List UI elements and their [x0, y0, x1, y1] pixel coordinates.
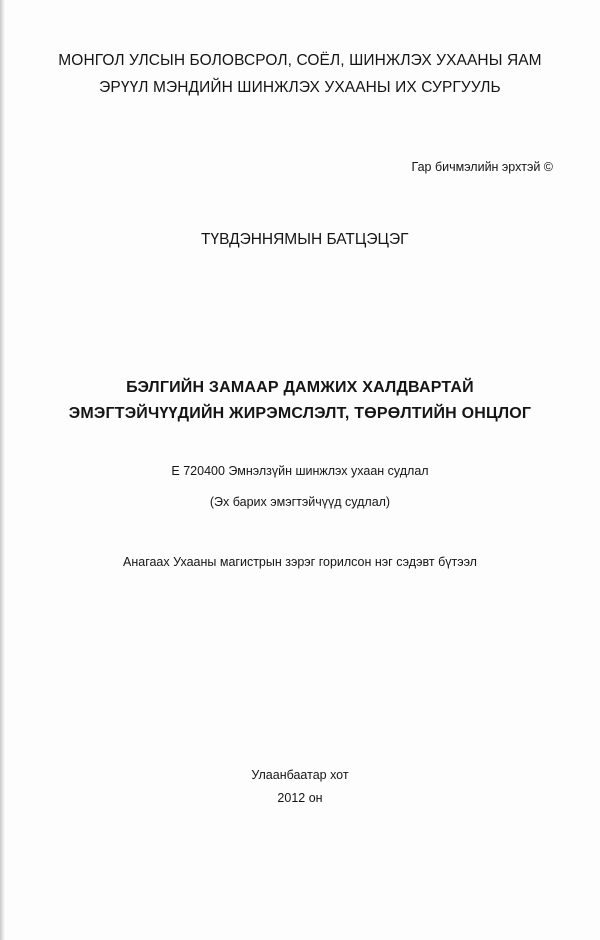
copyright-note: Гар бичмэлийн эрхтэй © [411, 160, 553, 174]
year: 2012 он [277, 791, 323, 805]
specialty-subfield: (Эх барих эмэгтэйчүүд судлал) [209, 495, 391, 509]
degree-statement: Анагаах Ухааны магистрын зэрэг горилсон нэг сэдэвт бүтээл [123, 555, 477, 569]
ministry-heading: МОНГОЛ УЛСЫН БОЛОВСРОЛ, СОЁЛ, ШИНЖЛЭХ УХААНЫ ЯАМ [58, 52, 542, 69]
university-heading: ЭРҮҮЛ МЭНДИЙН ШИНЖЛЭХ УХААНЫ ИХ СУРГУУЛЬ [99, 79, 501, 96]
title-line-1: БЭЛГИЙН ЗАМААР ДАМЖИХ ХАЛДВАРТАЙ [126, 379, 474, 396]
specialty-code: Е 720400 Эмнэлзүйн шинжлэх ухаан судлал [171, 464, 429, 478]
author-name: ТҮВДЭННЯМЫН БАТЦЭЦЭГ [201, 231, 409, 248]
title-line-2: ЭМЭГТЭЙЧҮҮДИЙН ЖИРЭМСЛЭЛТ, ТӨРӨЛТИЙН ОНЦЛОГ [68, 405, 532, 422]
city: Улаанбаатар хот [251, 768, 349, 782]
